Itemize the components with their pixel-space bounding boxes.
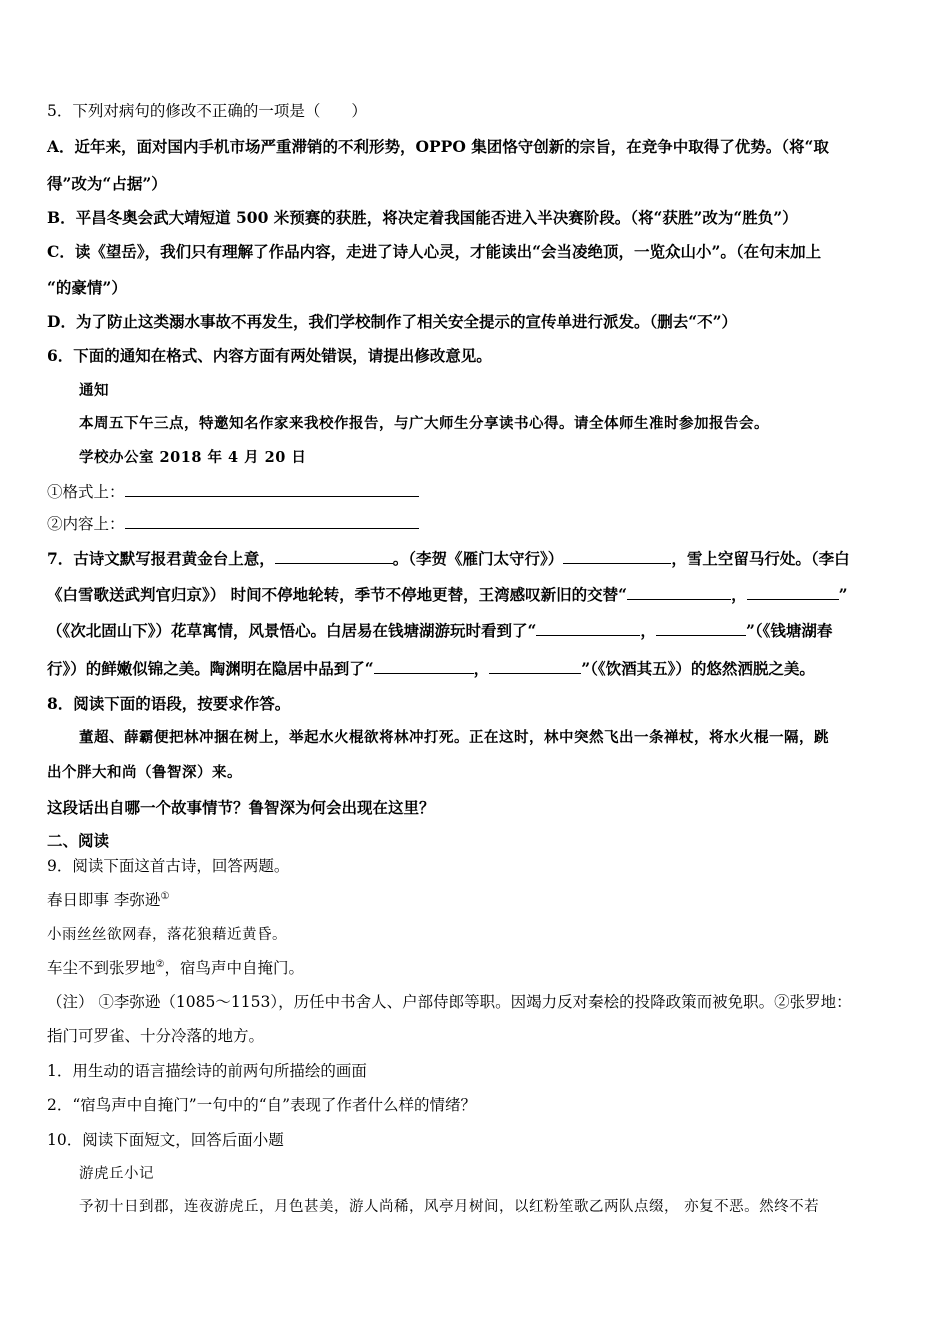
q7-line3 [47,620,832,642]
q5-option-a-line2: 得”改为“占据”） [47,174,167,193]
q7-blank-6[interactable] [656,620,746,636]
section-2-heading: 二、阅读 [47,831,110,850]
q7-line4-comma: ， [473,659,490,678]
q7-line2-text-c: ” [838,585,848,604]
q7-line1-text-c: ，雪上空留马行处。（李白 [671,549,850,568]
q7-line1-text-a: 7．古诗文默写报君黄金台上意， [47,549,275,568]
q8-passage-line2: 出个胖大和尚（鲁智深）来。 [47,764,242,781]
q6-content-answer-blank[interactable] [125,513,419,529]
q9-sub-question-2: 2．“宿鸟声中自掩门”一句中的“自”表现了作者什么样的情绪？ [47,1096,477,1114]
q8-passage-line1: 董超、薛霸便把林冲捆在树上，举起水火棍欲将林冲打死。正在这时，林中突然飞出一条禅杖，将水火棍一隔，跳 [79,729,829,746]
q9-poem-line2-a: 车尘不到张罗地 [47,959,156,977]
q6-format-row [47,481,419,503]
q8-question: 这段话出自哪一个故事情节？鲁智深为何会出现在这里？ [47,798,435,817]
q7-blank-3[interactable] [627,584,731,600]
q9-poem-line2-b: ，宿鸟声中自掩门。 [164,959,304,977]
q6-content-label: ②内容上： [47,515,125,533]
q5-option-a-line1: A．近年来，面对国内手机市场严重滞销的不利形势，OPPO 集团恪守创新的宗旨，在竞争中取得了优势。（将“取 [47,137,829,156]
q6-format-answer-blank[interactable] [125,481,419,497]
q9-poem-title-text: 春日即事 李弥逊 [47,891,161,909]
q9-note-mark-1: ① [160,890,170,902]
q7-line1-text-b: 。（李贺《雁门太守行》） [392,549,564,568]
q6-notice-body: 本周五下午三点，特邀知名作家来我校作报告，与广大师生分享读书心得。请全体师生准时参加报告会。 [79,415,769,432]
q5-option-d: D．为了防止这类溺水事故不再发生，我们学校制作了相关安全提示的宣传单进行派发。（删去“不”） [47,312,738,331]
q7-line3-comma: ， [640,621,656,640]
q7-line4-text-c: ”（《饮酒其五》）的悠然洒脱之美。 [581,659,815,678]
q6-format-label: ①格式上： [47,483,125,501]
q6-notice-signature: 学校办公室 2018 年 4 月 20 日 [79,449,307,466]
q9-poem-line2 [47,957,304,979]
q9-stem: 9．阅读下面这首古诗，回答两题。 [47,857,290,875]
q5-option-b: B．平昌冬奥会武大靖短道 500 米预赛的获胜，将决定着我国能否进入半决赛阶段。（将“获胜”改为“胜负”） [47,208,798,227]
q9-note-line1: （注） ①李弥逊（1085～1153），历任中书舍人、户部侍郎等职。因竭力反对秦桧的投降政策而被免职。②张罗地： [47,993,852,1011]
q10-passage-title: 游虎丘小记 [79,1166,154,1182]
q7-line4-text-a: 行》）的鲜嫩似锦之美。陶渊明在隐居中品到了“ [47,659,374,678]
q9-poem-line1: 小雨丝丝欲网春，落花狼藉近黄昏。 [47,927,287,943]
q7-line2-comma: ， [731,585,747,604]
q5-option-c-line1: C．读《望岳》，我们只有理解了作品内容，走进了诗人心灵，才能读出“会当凌绝顶，一览众山小”。（在句末加上 [47,242,822,261]
q9-note-mark-2: ② [155,958,165,970]
q7-blank-2[interactable] [563,548,671,564]
q10-passage-line1: 予初十日到郡，连夜游虎丘，月色甚美，游人尚稀，风亭月树间，以红粉笙歌乙两队点缀， 亦复不恶。然终不若 [79,1199,820,1215]
q7-blank-7[interactable] [374,658,474,674]
q5-stem: 5．下列对病句的修改不正确的一项是（ ） [47,102,367,120]
q7-line3-text-a: （《次北固山下》）花草寓情，风景悟心。白居易在钱塘湖游玩时看到了“ [47,621,537,640]
q7-line1 [47,548,850,570]
q6-stem: 6．下面的通知在格式、内容方面有两处错误，请提出修改意见。 [47,346,492,365]
q7-line3-text-c: ”（《钱塘湖春 [745,621,833,640]
q9-poem-title [47,889,169,911]
q7-blank-8[interactable] [489,658,581,674]
q7-line2-text-a: 《白雪歌送武判官归京》） 时间不停地轮转，季节不停地更替，王湾感叹新旧的交替“ [47,585,628,604]
q8-stem: 8．阅读下面的语段，按要求作答。 [47,694,291,713]
q9-note-line2: 指门可罗雀、十分冷落的地方。 [47,1027,265,1045]
q10-stem: 10．阅读下面短文，回答后面小题 [47,1131,284,1149]
q5-option-c-line2: “的豪情”） [47,278,127,297]
q7-blank-4[interactable] [747,584,839,600]
q9-sub-question-1: 1．用生动的语言描绘诗的前两句所描绘的画面 [47,1062,367,1080]
q7-blank-1[interactable] [275,548,393,564]
q7-line4 [47,658,815,680]
q7-blank-5[interactable] [536,620,640,636]
q6-content-row [47,513,419,535]
q7-line2 [47,584,848,606]
q6-notice-title: 通知 [79,382,109,399]
